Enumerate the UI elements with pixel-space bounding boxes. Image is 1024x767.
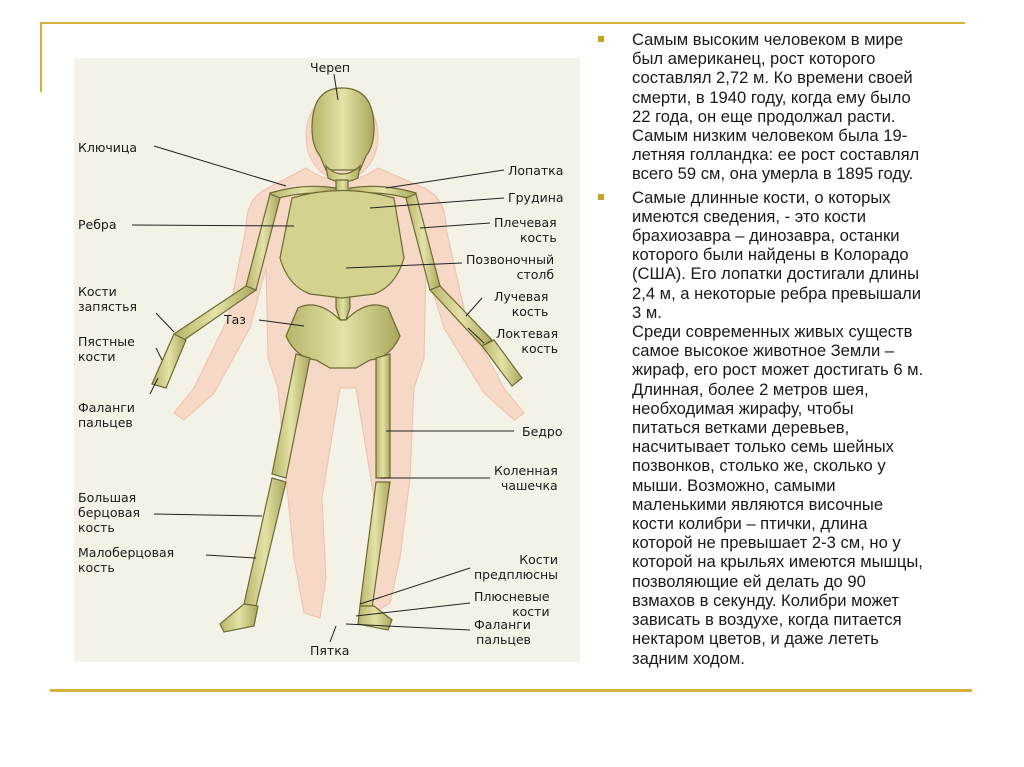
label-skull: Череп [310,60,351,75]
paragraph-line: которого были найдены в Колорадо [632,245,909,265]
paragraph-line: 22 года, он еще продолжал расти. [632,106,896,126]
paragraph-line: маленькими являются височные [632,494,884,514]
label-spine: Позвоночный столб [466,252,555,282]
paragraph-line: 3 м. [632,302,662,322]
paragraph-line: позвонков, столько же, сколько у [632,456,886,476]
label-heel: Пятка [310,643,350,658]
paragraph-line: Среди современных живых существ [632,322,913,342]
paragraph-line: Самым высоким человеком в мире [632,30,904,49]
label-humerus: Плечевая кость [494,215,557,245]
skeleton-diagram [74,58,580,662]
paragraph-line: нектаром цветов, и даже лететь [632,629,879,649]
bullet-marker [598,194,604,200]
paragraph-line: зависать в воздухе, когда питается [632,610,902,630]
paragraph-line: Длинная, более 2 метров шея, [632,379,869,399]
top-divider [40,22,965,24]
label-ribs: Ребра [78,217,117,232]
paragraph-line: брахиозавра – динозавра, останки [632,226,900,246]
label-patella: Коленная чашечка [494,463,558,493]
paragraph-line: задним ходом. [632,648,745,668]
label-metacarpals: Пястные кости [78,334,135,364]
label-metatarsals: Плюсневые кости [474,589,550,619]
label-tibia: Большая берцовая кость [78,490,141,535]
label-radius: Лучевая кость [494,289,549,319]
label-sternum: Грудина [508,190,564,205]
text-panel [596,30,996,672]
paragraph-line: Самые длинные кости, о которых [632,187,891,207]
paragraph-line: мыши. Возможно, самыми [632,475,836,495]
paragraph-line: был американец, рост которого [632,49,876,69]
paragraph-line: жираф, его рост может достигать 6 м. [632,360,924,380]
paragraph-line: необходимая жирафу, чтобы [632,398,854,418]
paragraph-longest-bones [596,188,996,668]
paragraph-line: которой не превышает 2-3 см, но у [632,533,901,553]
label-toe-phalanges: Фаланги пальцев [474,617,531,647]
label-scapula: Лопатка [508,163,564,178]
paragraph-line: позволяющие ей делать до 90 [632,571,866,591]
paragraph-line: (США). Его лопатки достигали длины [632,264,920,284]
label-clavicle: Ключица [78,140,138,155]
paragraph-line: составлял 2,72 м. Ко времени своей [632,68,913,88]
label-femur: Бедро [522,424,563,439]
paragraph-tallest-person [596,30,996,184]
paragraph-line: смерти, в 1940 году, когда ему было [632,87,911,107]
label-fibula: Малоберцовая кость [78,545,175,575]
label-pelvis: Таз [224,312,246,327]
left-divider [40,22,42,92]
paragraph-line: 2,4 м, а некоторые ребра превышали [632,283,922,303]
bottom-divider [50,689,972,692]
paragraph-line: всего 59 см, она умерла в 1895 году. [632,164,914,184]
paragraph-line: самое высокое животное Земли – [632,341,895,361]
paragraph-line: летняя голландка: ее рост составлял [632,145,920,165]
label-carpals: Кости запястья [78,284,138,314]
paragraph-line: имеются сведения, - это кости [632,206,866,226]
label-tarsals: Кости предплюсны [474,552,559,582]
paragraph-line: питаться ветками деревьев, [632,418,850,438]
paragraph-line: Самым низким человеком была 19- [632,126,908,146]
label-finger-phalanges: Фаланги пальцев [78,400,135,430]
bullet-marker [598,36,604,42]
paragraph-line: которой на крыльях имеются мышцы, [632,552,923,572]
label-ulna: Локтевая кость [496,326,559,356]
paragraph-line: взмахов в секунду. Колибри может [632,590,899,610]
paragraph-line: насчитывает только семь шейных [632,437,894,457]
paragraph-line: кости колибри – птички, длина [632,514,868,534]
